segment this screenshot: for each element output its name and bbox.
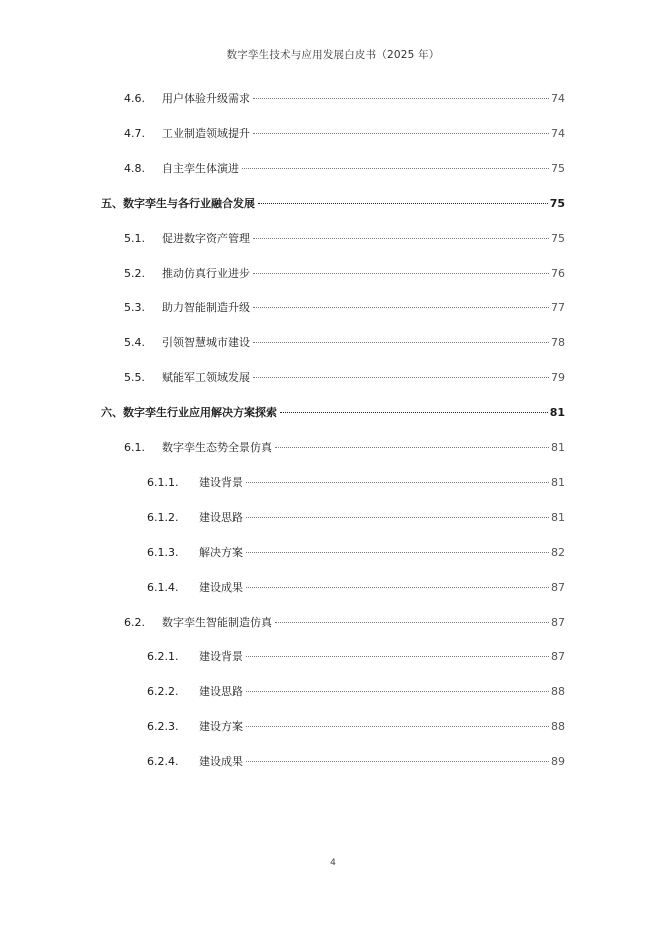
toc-entry-number: 6.1.3. <box>147 545 179 559</box>
toc-entry-title: 数字孪生与各行业融合发展 <box>123 196 255 210</box>
toc-entry-page: 75 <box>551 231 565 245</box>
toc-entry-number: 6.2.3. <box>147 720 179 734</box>
toc-entry-number: 5.1. <box>124 231 145 245</box>
toc-subentry[interactable] <box>147 580 565 596</box>
toc-entry[interactable] <box>124 300 565 316</box>
toc-entry[interactable] <box>124 335 565 351</box>
toc-entry-number: 5.2. <box>124 266 145 280</box>
toc-entry-page: 74 <box>551 92 565 105</box>
dot-leader <box>253 238 549 239</box>
dot-leader <box>253 307 549 308</box>
toc-entry-title: 数字孪生行业应用解决方案探索 <box>123 406 277 420</box>
dot-leader <box>275 622 549 623</box>
toc-entry-page: 75 <box>549 196 565 210</box>
toc-entry-number: 6.1. <box>124 441 145 454</box>
dot-leader <box>253 98 549 99</box>
dot-leader <box>246 517 549 518</box>
toc-entry-page: 79 <box>551 371 565 385</box>
dot-leader <box>253 133 549 134</box>
toc-subentry[interactable] <box>147 510 565 526</box>
toc-entry-number: 6.2.2. <box>147 685 179 699</box>
toc-entry-title: 助力智能制造升级 <box>162 301 250 315</box>
toc-entry-page: 77 <box>551 301 565 315</box>
toc-subentry[interactable] <box>147 754 565 770</box>
toc-subentry[interactable] <box>147 719 565 735</box>
toc-entry-page: 81 <box>551 441 565 454</box>
toc-entry-page: 78 <box>551 336 565 350</box>
toc-entry-number: 5.4. <box>124 336 145 350</box>
toc-entry[interactable] <box>124 266 565 282</box>
toc-entry-title: 建设方案 <box>199 720 243 734</box>
toc-entry-number: 6.1.2. <box>147 510 179 524</box>
toc-entry[interactable] <box>124 615 565 631</box>
dot-leader <box>246 587 549 588</box>
toc-entry-title: 建设成果 <box>199 755 243 769</box>
dot-leader <box>246 656 549 657</box>
toc-entry-page: 89 <box>551 755 565 769</box>
dot-leader <box>242 168 549 169</box>
toc-entry-number: 6.1.1. <box>147 475 179 489</box>
toc-subentry[interactable] <box>147 475 565 491</box>
toc-entry-number: 6.2.1. <box>147 650 179 664</box>
toc-entry-title: 用户体验升级需求 <box>162 92 250 105</box>
dot-leader <box>246 761 549 762</box>
toc-entry-number: 5.5. <box>124 371 145 385</box>
toc-entry-page: 74 <box>551 126 565 140</box>
toc-chapter-entry[interactable] <box>101 405 565 421</box>
toc-subentry[interactable] <box>147 649 565 665</box>
dot-leader <box>246 726 549 727</box>
toc-entry-title: 解决方案 <box>199 545 243 559</box>
toc-entry[interactable] <box>124 161 565 177</box>
dot-leader <box>280 412 548 413</box>
toc-entry-page: 81 <box>551 510 565 524</box>
toc-entry-number: 4.6. <box>124 92 145 105</box>
dot-leader <box>253 342 549 343</box>
toc-entry-title: 建设背景 <box>199 475 243 489</box>
toc-entry[interactable] <box>124 440 565 456</box>
toc-entry[interactable] <box>124 231 565 247</box>
page-header: 数字孪生技术与应用发展白皮书（2025 年） <box>226 49 440 61</box>
toc-entry-title: 促进数字资产管理 <box>162 231 250 245</box>
toc-entry-number: 6.2. <box>124 615 145 629</box>
toc-entry-number: 5.3. <box>124 301 145 315</box>
toc-entry[interactable] <box>124 370 565 386</box>
toc-entry-number: 4.7. <box>124 126 145 140</box>
toc-entry-page: 81 <box>549 406 565 420</box>
dot-leader <box>246 552 549 553</box>
toc-entry-page: 81 <box>551 475 565 489</box>
dot-leader <box>275 447 549 448</box>
toc-entry-title: 建设思路 <box>199 685 243 699</box>
dot-leader <box>253 377 549 378</box>
dot-leader <box>253 273 549 274</box>
toc-entry-number: 六、 <box>101 406 123 420</box>
toc-entry-title: 自主孪生体演进 <box>162 161 239 175</box>
toc-entry-title: 建设背景 <box>199 650 243 664</box>
toc-entry[interactable] <box>124 91 565 107</box>
toc-subentry[interactable] <box>147 545 565 561</box>
toc-entry-number: 6.2.4. <box>147 755 179 769</box>
toc-entry-title: 数字孪生智能制造仿真 <box>162 615 272 629</box>
toc-entry[interactable] <box>124 126 565 142</box>
toc-entry-page: 88 <box>551 720 565 734</box>
toc-entry-number: 4.8. <box>124 161 145 175</box>
toc-entry-title: 推动仿真行业进步 <box>162 266 250 280</box>
toc-entry-page: 82 <box>551 545 565 559</box>
page-number: 4 <box>330 858 336 868</box>
toc-entry-number: 6.1.4. <box>147 580 179 594</box>
toc-entry-page: 87 <box>551 615 565 629</box>
toc-entry-number: 五、 <box>101 196 123 210</box>
toc-subentry[interactable] <box>147 684 565 700</box>
toc-entry-page: 87 <box>551 580 565 594</box>
toc-chapter-entry[interactable] <box>101 196 565 212</box>
dot-leader <box>246 691 549 692</box>
toc-entry-page: 75 <box>551 161 565 175</box>
toc-entry-title: 引领智慧城市建设 <box>162 336 250 350</box>
toc-entry-title: 建设思路 <box>199 510 243 524</box>
toc-entry-page: 88 <box>551 685 565 699</box>
toc-entry-page: 87 <box>551 650 565 664</box>
toc-entry-title: 建设成果 <box>199 580 243 594</box>
toc-entry-title: 赋能军工领域发展 <box>162 371 250 385</box>
toc-entry-title: 工业制造领域提升 <box>162 126 250 140</box>
toc-entry-page: 76 <box>551 266 565 280</box>
dot-leader <box>258 203 548 204</box>
dot-leader <box>246 482 549 483</box>
toc-entry-title: 数字孪生态势全景仿真 <box>162 441 272 454</box>
